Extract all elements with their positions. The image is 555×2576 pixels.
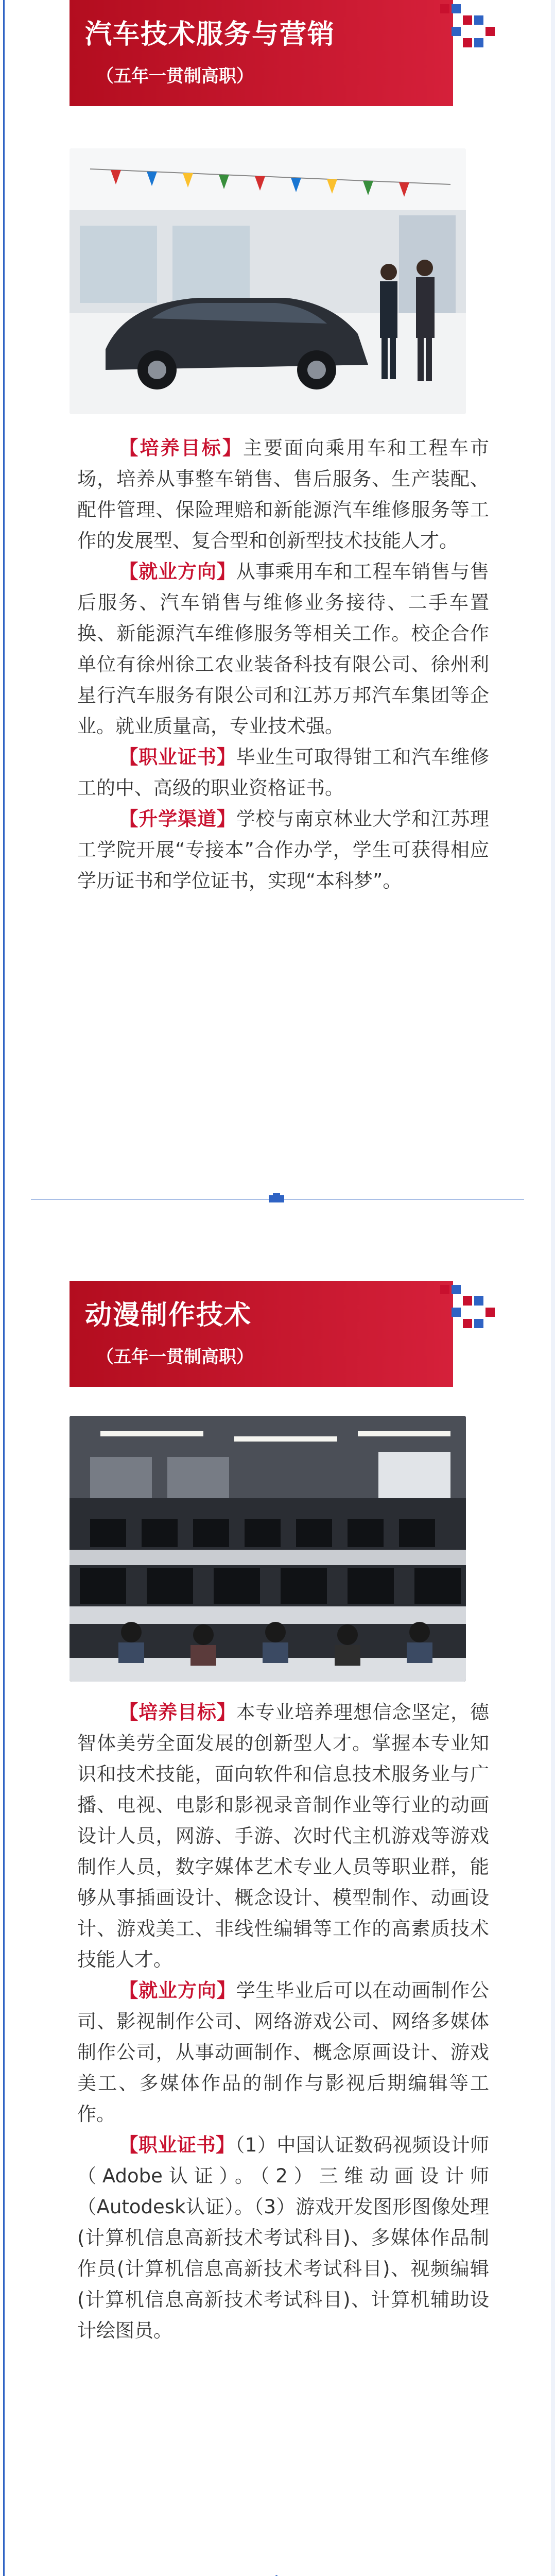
paragraph xyxy=(77,2130,489,2346)
paragraph-tag: 【职业证书】 xyxy=(119,2134,235,2156)
pixel-decoration xyxy=(440,1285,497,1342)
car-showroom-image xyxy=(70,148,466,414)
paragraph-tag: 【职业证书】 xyxy=(119,746,236,768)
paragraph xyxy=(77,556,489,742)
paragraph-tag: 【就业方向】 xyxy=(119,561,236,583)
paragraph xyxy=(77,1697,489,1975)
paragraph xyxy=(77,433,489,556)
paragraph-text: 学生毕业后可以在动画制作公司、影视制作公司、网络游戏公司、网络多媒体制作公司，从事动画制作、概念原画设计、游戏美工、多媒体作品的制作与影视后期编辑等工作。 xyxy=(77,1979,489,2125)
paragraph-tag: 【培养目标】 xyxy=(119,1701,236,1723)
divider-marker-icon xyxy=(268,1193,285,1205)
paragraph-text: 学校与南京林业大学和江苏理工学院开展“专接本”合作办学，学生可获得相应学历证书和学位证书，实现“本科梦”。 xyxy=(77,808,489,892)
section-title: 汽车技术服务与营销 xyxy=(85,19,336,50)
photo-computer-lab xyxy=(70,1416,466,1682)
computer-lab-image xyxy=(70,1416,466,1682)
photo-car-showroom xyxy=(70,148,466,414)
section-banner xyxy=(70,0,453,106)
paragraph-text: 毕业生可取得钳工和汽车维修工的中、高级的职业资格证书。 xyxy=(77,746,489,799)
paragraph-tag: 【升学渠道】 xyxy=(119,808,236,830)
section-subtitle: （五年一贯制高职） xyxy=(96,66,254,87)
paragraph-text: （1）中国认证数码视频设计师（Adobe认证）。（2）三维动画设计师（Autodesk认证）。（3）游戏开发图形图像处理(计算机信息高新技术考试科目)、多媒体作品制作员(计算机信息高新技术考试科目)、视频编辑(计算机信息高新技术考试科目)、计算机辅助设计绘图员。 xyxy=(77,2134,490,2342)
section-title: 动漫制作技术 xyxy=(85,1300,252,1331)
right-accent-stripe xyxy=(551,0,555,2576)
paragraph-text: 本专业培养理想信念坚定，德智体美劳全面发展的创新型人才。掌握本专业知识和技术技能，面向软件和信息技术服务业与广播、电视、电影和影视录音制作业等行业的动画设计人员，网游、手游、次时代主机游戏等游戏制作人员，数字媒体艺术专业人员等职业群，能够从事插画设计、概念设计、模型制作、动画设计、游戏美工、非线性编辑等工作的高素质技术技能人才。 xyxy=(77,1701,489,1971)
pixel-decoration xyxy=(440,4,497,61)
section-banner xyxy=(70,1281,453,1387)
section-body xyxy=(77,1697,489,2346)
paragraph xyxy=(77,742,489,804)
paragraph xyxy=(77,1975,489,2130)
paragraph-tag: 【就业方向】 xyxy=(119,1979,236,2002)
paragraph xyxy=(77,804,489,896)
paragraph-tag: 【培养目标】 xyxy=(119,437,243,459)
paragraph-text: 从事乘用车和工程车销售与售后服务、汽车销售与维修业务接待、二手车置换、新能源汽车维修服务等相关工作。校企合作单位有徐州徐工农业装备科技有限公司、徐州利星行汽车服务有限公司和江苏万邦汽车集团等企业。就业质量高，专业技术强。 xyxy=(77,561,489,737)
left-accent-line xyxy=(3,0,5,2576)
paragraph-text: 主要面向乘用车和工程车市场，培养从事整车销售、售后服务、生产装配、配件管理、保险理赔和新能源汽车维修服务等工作的发展型、复合型和创新型技术技能人才。 xyxy=(77,437,490,552)
section-subtitle: （五年一贯制高职） xyxy=(96,1347,254,1367)
section-body xyxy=(77,433,489,896)
